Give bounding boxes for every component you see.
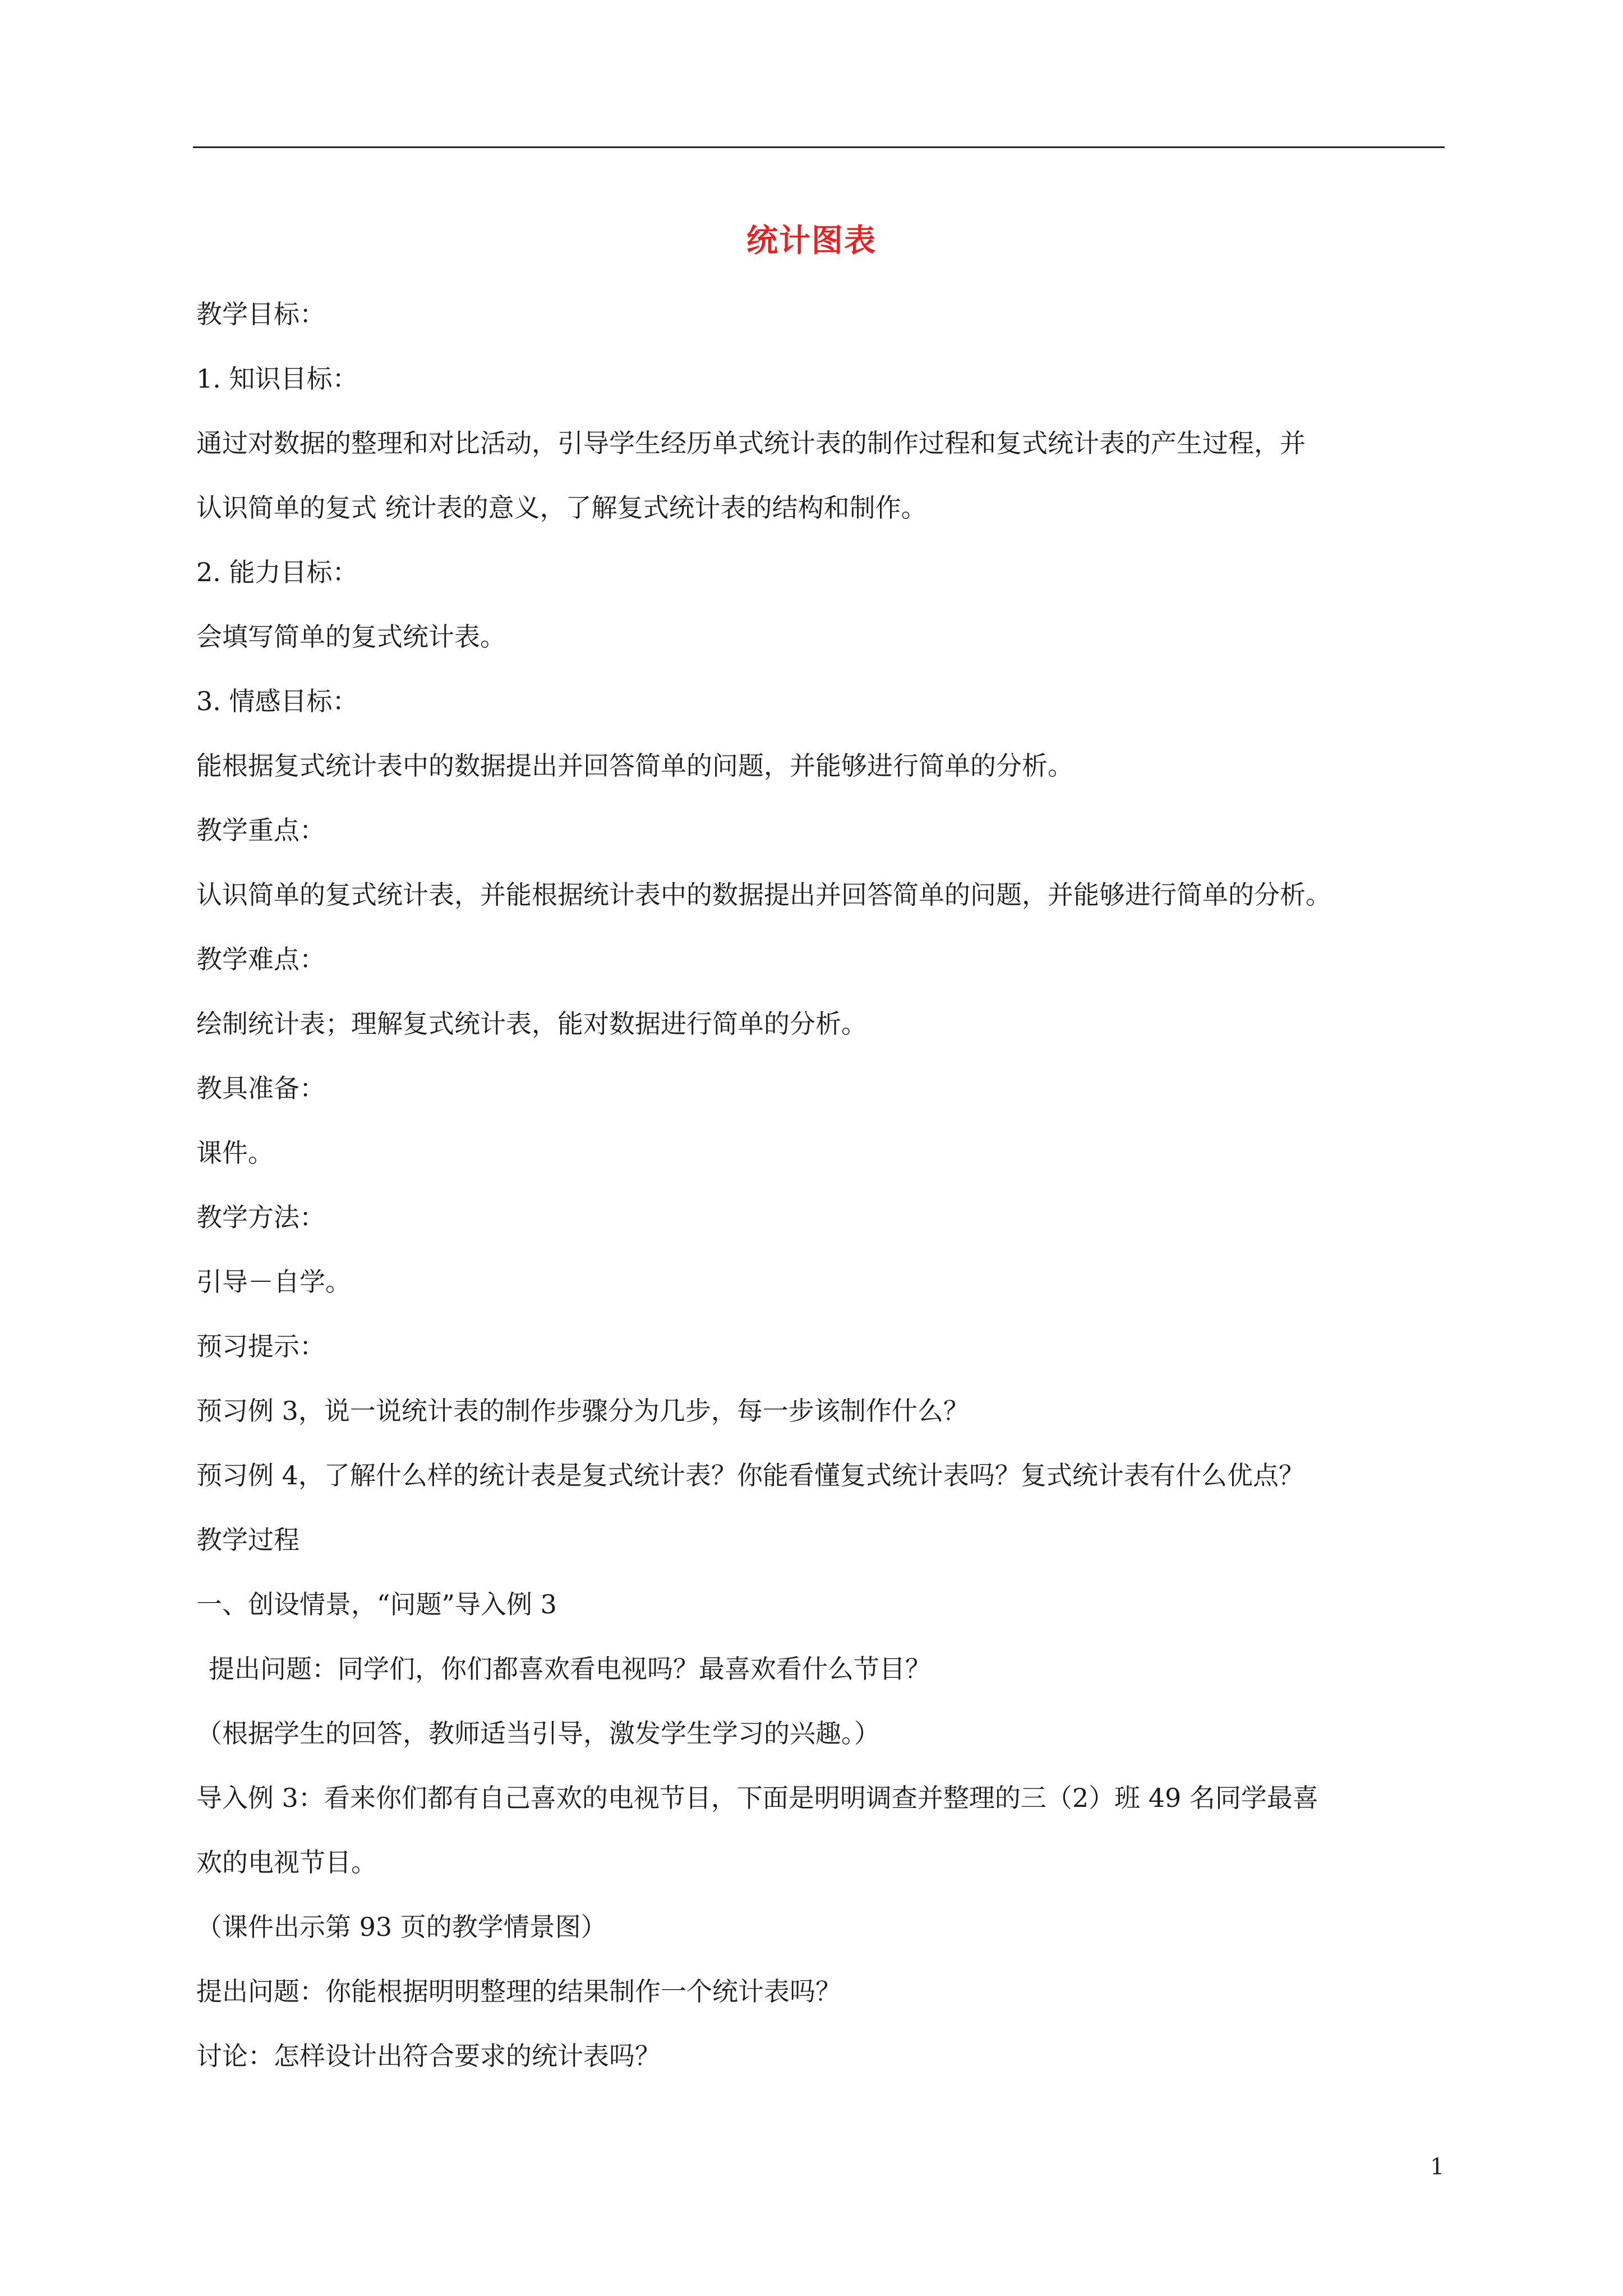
paragraph: 通过对数据的整理和对比活动，引导学生经历单式统计表的制作过程和复式统计表的产生过程，并 [196,428,1306,458]
header-rule [193,146,1445,148]
section-heading: 预习提示： [196,1331,325,1361]
subsection-heading: 2. 能力目标： [196,557,358,587]
paragraph: 引导－自学。 [196,1267,351,1297]
paragraph: 能根据复式统计表中的数据提出并回答简单的问题，并能够进行简单的分析。 [196,751,1073,781]
paragraph: 认识简单的复式 统计表的意义，了解复式统计表的结构和制作。 [196,493,927,523]
section-heading: 教具准备： [196,1073,325,1103]
paragraph: 提出问题：你能根据明明整理的结果制作一个统计表吗？ [196,1976,841,2007]
paragraph: 讨论：怎样设计出符合要求的统计表吗？ [196,2041,661,2071]
subsection-heading: 3. 情感目标： [196,686,358,716]
section-heading: 教学方法： [196,1202,325,1232]
section-heading: 教学过程 [196,1525,299,1555]
document-title: 统计图表 [746,223,877,259]
subsection-heading: 1. 知识目标： [196,364,358,394]
paragraph: 预习例 3，说一说统计表的制作步骤分为几步，每一步该制作什么？ [196,1396,969,1426]
page-number: 1 [1430,2154,1445,2180]
paragraph: 预习例 4，了解什么样的统计表是复式统计表？你能看懂复式统计表吗？复式统计表有什么优点？ [196,1460,1304,1490]
paragraph: 会填写简单的复式统计表。 [196,622,506,652]
section-heading: 教学难点： [196,944,325,974]
paragraph: 认识简单的复式统计表，并能根据统计表中的数据提出并回答简单的问题，并能够进行简单的分析。 [196,880,1331,910]
section-heading: 教学目标： [196,299,325,329]
paragraph: （课件出示第 93 页的教学情景图） [196,1912,607,1942]
section-heading: 教学重点： [196,815,325,845]
paragraph: 课件。 [196,1138,274,1168]
subsection-heading: 一、创设情景，“问题”导入例 3 [196,1589,557,1619]
document-body [196,297,1458,2104]
paragraph: 提出问题：同学们，你们都喜欢看电视吗？最喜欢看什么节目？ [209,1654,931,1684]
paragraph: （根据学生的回答，教师适当引导，激发学生学习的兴趣。） [196,1718,880,1749]
paragraph: 绘制统计表；理解复式统计表，能对数据进行简单的分析。 [196,1009,867,1039]
paragraph: 欢的电视节目。 [196,1847,377,1878]
paragraph: 导入例 3：看来你们都有自己喜欢的电视节目，下面是明明调查并整理的三（2）班 49 名同学最喜 [196,1783,1318,1813]
